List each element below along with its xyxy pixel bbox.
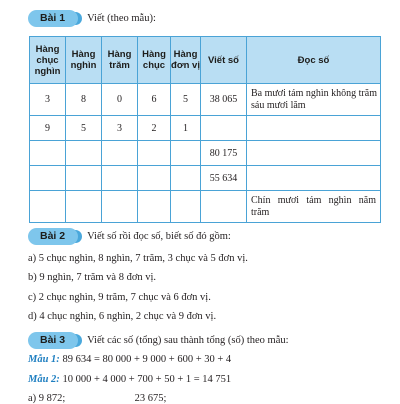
place-value-table	[29, 36, 381, 223]
header-doc-so: Đọc số	[247, 37, 381, 84]
exercise-1-instruction: Viết (theo mẫu):	[87, 13, 156, 24]
cell-don-vi: 5	[171, 84, 201, 116]
header-nghin: Hàng nghìn	[66, 37, 102, 84]
example-1-text: 89 634 = 80 000 + 9 000 + 600 + 30 + 4	[62, 354, 232, 365]
exercise-2-item-c: c) 2 chục nghìn, 9 trăm, 7 chục và 6 đơn vị.	[28, 292, 211, 303]
cell-tram: 3	[102, 116, 138, 141]
cell-doc-so	[247, 141, 381, 166]
cell-chuc-nghin: 3	[30, 84, 66, 116]
exercise-1-heading	[28, 10, 156, 27]
exercise-3-heading	[28, 332, 289, 349]
header-viet-so: Viết số	[201, 37, 247, 84]
cell-viet-so	[201, 116, 247, 141]
exercise-2-item-d: d) 4 chục nghìn, 6 nghìn, 2 chục và 9 đơn vị.	[28, 311, 217, 322]
exercise-2-item-b: b) 9 nghìn, 7 trăm và 8 đơn vị.	[28, 272, 157, 283]
cell-viet-so: 80 175	[201, 141, 247, 166]
table-row	[30, 191, 381, 223]
cell-nghin	[66, 166, 102, 191]
cell-doc-so: Ba mươi tám nghìn không trăm sáu mươi lăm	[247, 84, 381, 116]
cell-nghin	[66, 141, 102, 166]
exercise-3-instruction: Viết các số (tổng) sau thành tổng (số) theo mẫu:	[87, 335, 289, 346]
example-1-label: Mẫu 1:	[28, 354, 60, 365]
cell-nghin: 5	[66, 116, 102, 141]
table-row	[30, 84, 381, 116]
header-chuc-nghin: Hàng chục nghìn	[30, 37, 66, 84]
table-row	[30, 166, 381, 191]
cell-don-vi: 1	[171, 116, 201, 141]
cell-nghin	[66, 191, 102, 223]
exercise-2-badge: Bài 2	[28, 228, 78, 245]
cell-chuc: 6	[138, 84, 171, 116]
cell-chuc	[138, 166, 171, 191]
cell-tram: 0	[102, 84, 138, 116]
example-2-text: 10 000 + 4 000 + 700 + 50 + 1 = 14 751	[62, 374, 232, 385]
header-chuc: Hàng chục	[138, 37, 171, 84]
cell-doc-so	[247, 116, 381, 141]
exercise-3-part-a	[28, 393, 166, 404]
example-2	[28, 374, 231, 385]
cell-don-vi	[171, 191, 201, 223]
cell-viet-so: 55 634	[201, 166, 247, 191]
cell-tram	[102, 141, 138, 166]
header-tram: Hàng trăm	[102, 37, 138, 84]
example-2-label: Mẫu 2:	[28, 374, 60, 385]
cell-nghin: 8	[66, 84, 102, 116]
example-1	[28, 354, 231, 365]
part-a-number-1: a) 9 872;	[28, 393, 66, 404]
exercise-2-item-a: a) 5 chục nghìn, 8 nghìn, 7 trăm, 3 chục và 5 đơn vị.	[28, 253, 248, 264]
cell-chuc-nghin: 9	[30, 116, 66, 141]
cell-viet-so	[201, 191, 247, 223]
cell-chuc-nghin	[30, 166, 66, 191]
table-row	[30, 116, 381, 141]
table-header-row	[30, 37, 381, 84]
exercise-1-badge: Bài 1	[28, 10, 78, 27]
cell-doc-so	[247, 166, 381, 191]
cell-chuc	[138, 191, 171, 223]
cell-chuc-nghin	[30, 191, 66, 223]
exercise-2-heading	[28, 228, 231, 245]
table-row	[30, 141, 381, 166]
cell-don-vi	[171, 166, 201, 191]
exercise-3-badge: Bài 3	[28, 332, 78, 349]
exercise-2-instruction: Viết số rồi đọc số, biết số đó gồm:	[87, 231, 231, 242]
cell-chuc	[138, 141, 171, 166]
cell-tram	[102, 191, 138, 223]
cell-doc-so: Chín mươi tám nghìn năm trăm	[247, 191, 381, 223]
cell-don-vi	[171, 141, 201, 166]
cell-viet-so: 38 065	[201, 84, 247, 116]
cell-chuc-nghin	[30, 141, 66, 166]
header-don-vi: Hàng đơn vị	[171, 37, 201, 84]
cell-tram	[102, 166, 138, 191]
part-a-number-2: 23 675;	[134, 393, 167, 404]
cell-chuc: 2	[138, 116, 171, 141]
